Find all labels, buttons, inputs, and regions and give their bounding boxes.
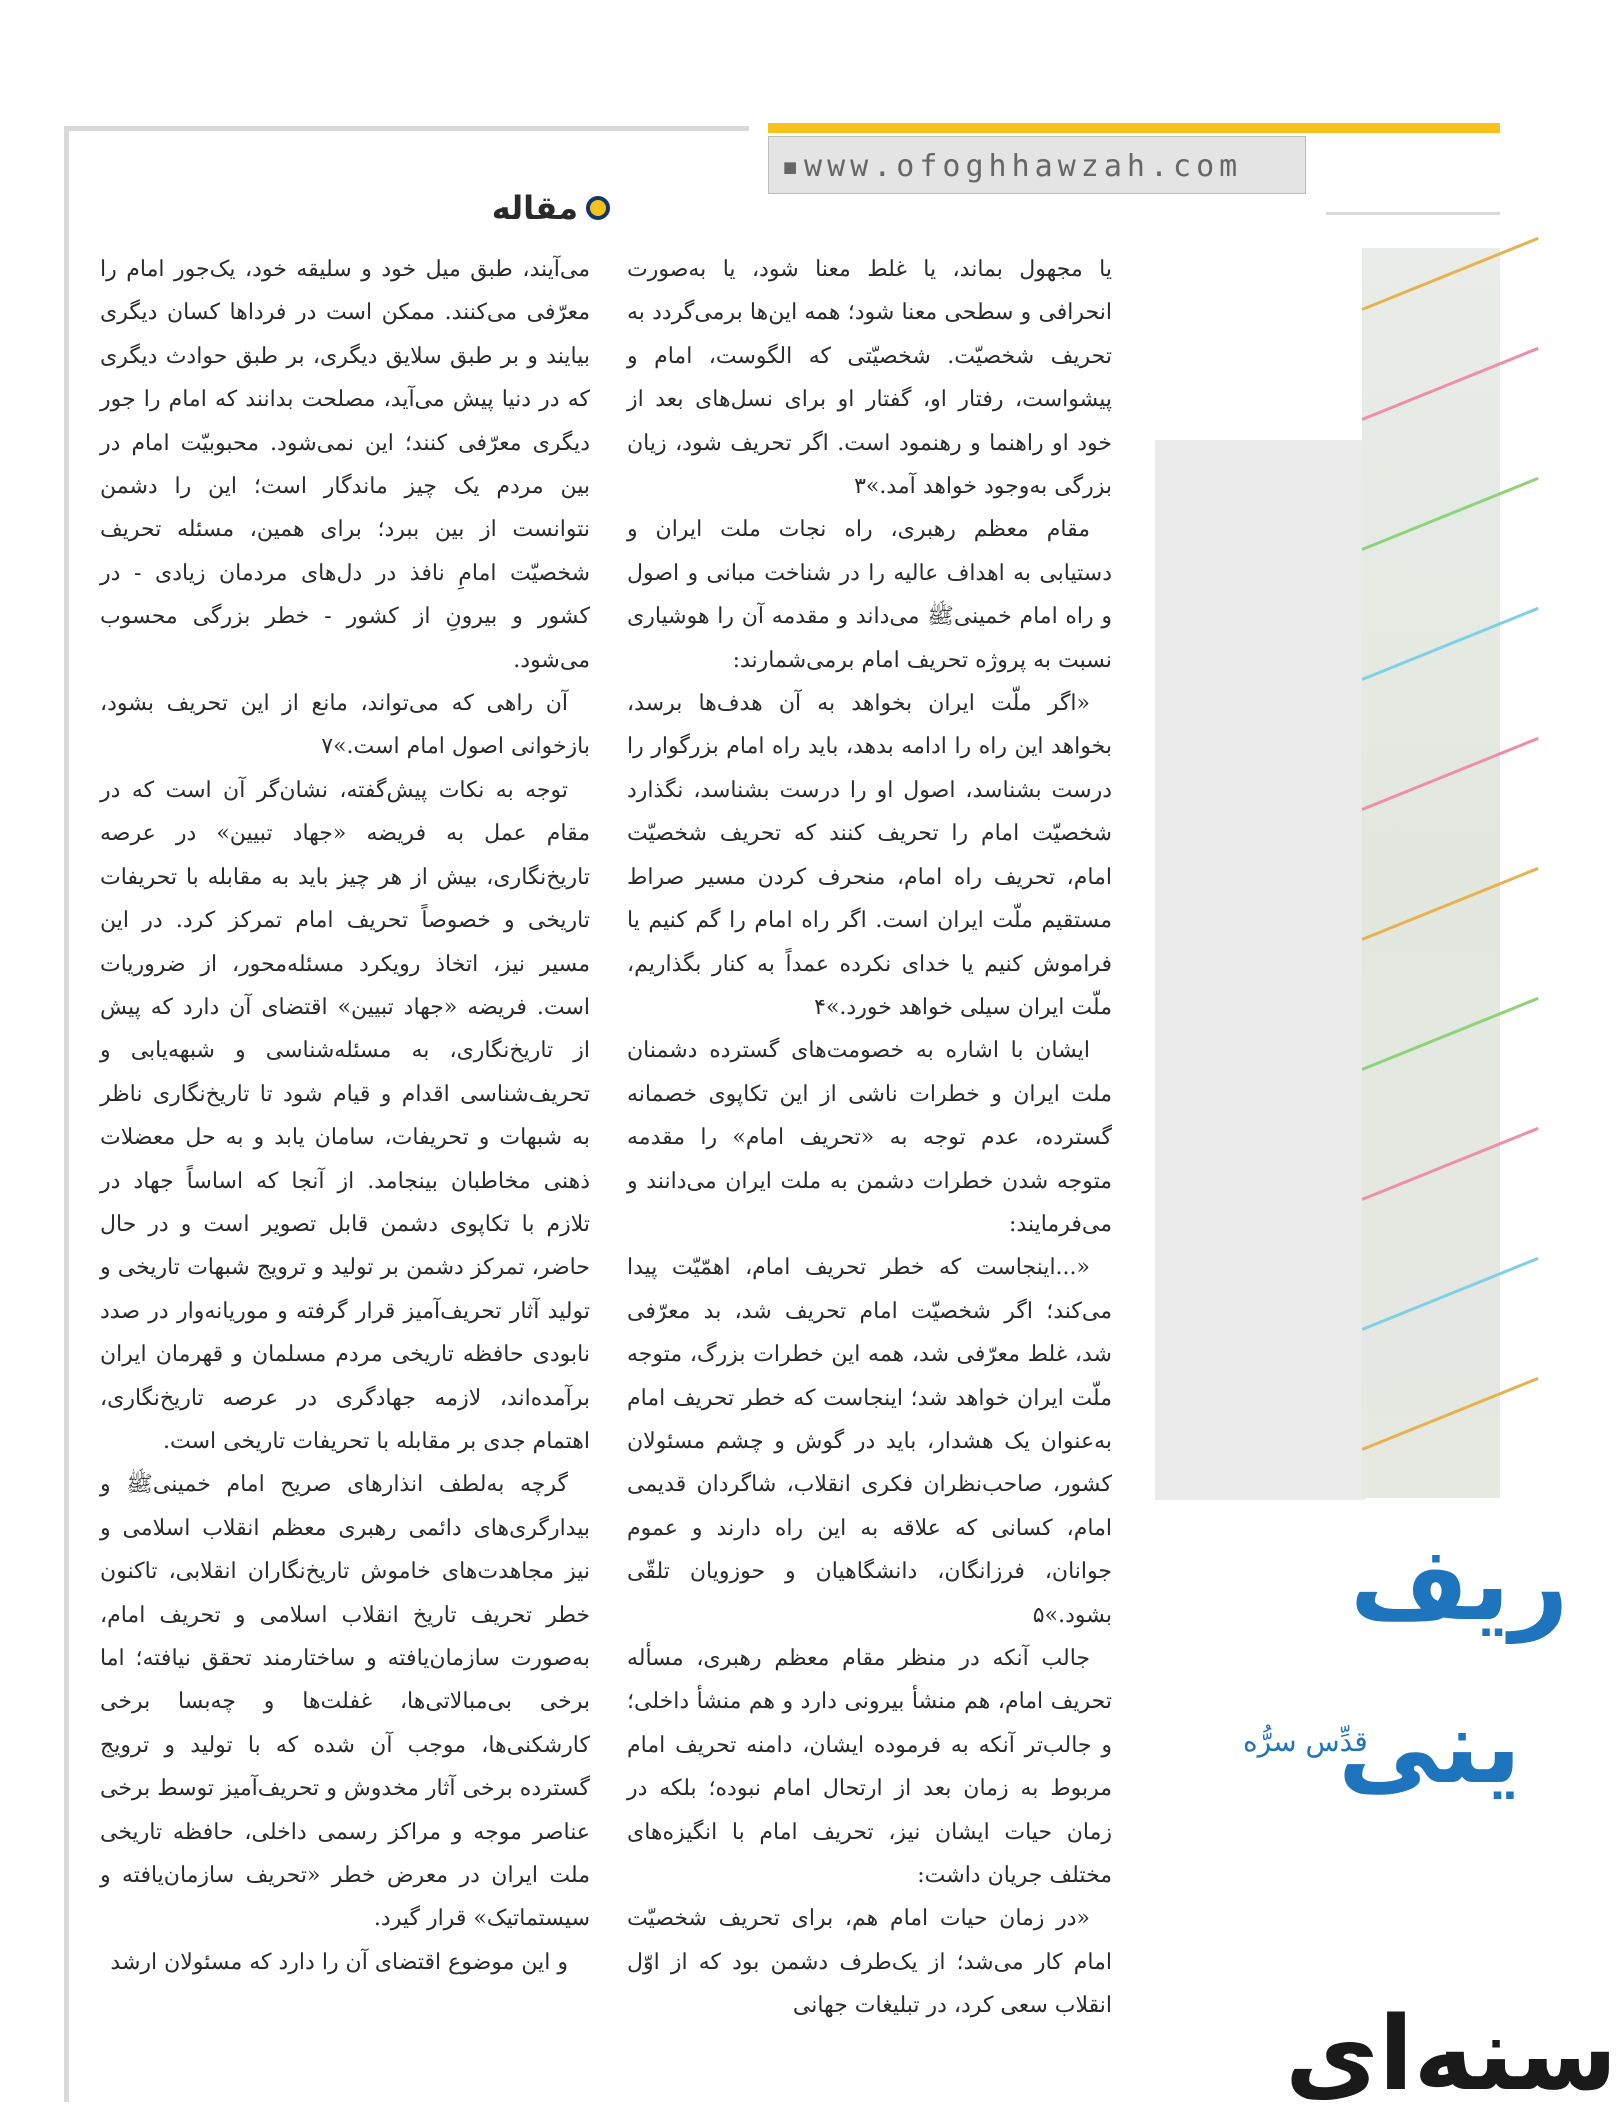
section-label: مقاله xyxy=(491,189,578,227)
ruled-line xyxy=(1361,737,1538,811)
paragraph: مقام معظم رهبری، راه نجات ملت ایران و دستیابی به اهداف عالیه را در شناخت مبانی و اصول و راه امام خمینی‌ﷺ می‌داند و مقدمه آن را هوشیاری نسبت به پروژه تحریف امام برمی‌شمارند: xyxy=(627,517,1112,673)
header-accent-bar xyxy=(768,123,1500,133)
paragraph: «در زمان حیات امام هم، برای تحریف شخصیّت امام کار می‌شد؛ از یک‌طرف دشمن بود که از اوّل انقلاب سعی کرد، در تبلیغات جهانی xyxy=(627,1906,1112,2019)
section-heading xyxy=(470,186,610,230)
paragraph: «...اینجاست که خطر تحریف امام، اهمّیّت پیدا می‌کند؛ اگر شخصیّت امام تحریف شد، بد معرّفی شد، غلط معرّفی شد، همه این خطرات بزرگ، متوجه ملّت ایران خواهد شد؛ اینجاست که خطر تحریف امام به‌عنوان یک هشدار، باید در گوش و چشم مسئولان کشور، صاحب‌نظران فکری انقلاب، شاگردان قدیمی امام، کسانی که علاقه به این راه دارند و عموم جوانان، فرزانگان، دانشگاهیان و حوزویان تلقّی بشود.»۵ xyxy=(627,1255,1112,1628)
cover-title-line-3: سنه‌ای xyxy=(1285,1995,1617,2114)
cover-gray-panel xyxy=(1155,440,1365,1500)
ruled-line xyxy=(1361,867,1538,941)
cover-title-line-2: ینی xyxy=(1338,1688,1522,1807)
ruled-line xyxy=(1361,1127,1538,1201)
paragraph: گرچه به‌لطف انذارهای صریح امام خمینی‌ﷺ و بیدارگری‌های دائمی رهبری معظم انقلاب اسلامی و نیز مجاهدت‌های خاموش تاریخ‌نگاران انقلابی، تاکنون خطر تحریف تاریخ انقلاب اسلامی و تحریف امام، به‌صورت سازمان‌یافته و ساختارمند تحقق نیافته؛ اما برخی بی‌مبالاتی‌ها، غفلت‌ها و چه‌بسا برخی کارشکنی‌ها، موجب آن شده که با تولید و ترویج گسترده برخی آثار مخدوش و تحریف‌آمیز توسط برخی عناصر موجه و مراکز رسمی داخلی، حافظه تاریخی ملت ایران در معرض خطر «تحریف سازمان‌یافته و سیستماتیک» قرار گیرد. xyxy=(100,1472,590,1932)
paragraph: جالب آنکه در منظر مقام معظم رهبری، مسأله تحریف امام، هم منشأ بیرونی دارد و هم منشأ داخلی؛ و جالب‌تر آنکه به فرموده ایشان، دامنه تحریف امام مربوط به زمان بعد از ارتحال امام نبوده؛ بلکه در زمان حیات ایشان نیز، تحریف امام با انگیزه‌های مختلف جریان داشت: xyxy=(627,1646,1112,1889)
ruled-line xyxy=(1361,607,1538,681)
ruled-line xyxy=(1361,1377,1538,1451)
paragraph: و این موضوع اقتضای آن را دارد که مسئولان ارشد xyxy=(110,1949,568,1975)
paragraph: آن راهی که می‌تواند، مانع از این تحریف بشود، بازخوانی اصول امام است.»۷ xyxy=(100,691,590,760)
article-column-left xyxy=(100,248,590,2097)
paragraph: ایشان با اشاره به خصومت‌های گسترده دشمنان ملت ایران و خطرات ناشی از این تکاپوی خصمانه گسترده، عدم توجه به «تحریف امام» را مقدمه متوجه شدن خطرات دشمن به ملت ایران می‌دانند و می‌فرمایند: xyxy=(627,1038,1112,1237)
ruled-line xyxy=(1361,347,1538,421)
url-banner xyxy=(768,136,1306,194)
cover-title-line-1: ریف xyxy=(1350,1525,1569,1644)
cover-photo-handwritten-notes xyxy=(1362,248,1500,1498)
ruled-line xyxy=(1361,477,1538,551)
paragraph: «اگر ملّت ایران بخواهد به آن هدف‌ها برسد، بخواهد این راه را ادامه بدهد، باید راه امام بزرگوار را درست بشناسد، اصول او را درست بشناسد، نگذارد شخصیّت امام را تحریف کنند که تحریف شخصیّت امام، تحریف راه امام، منحرف کردن مسیر صراط مستقیم ملّت ایران است. اگر راه امام را گم کنیم یا فراموش کنیم یا خدای نکرده عمداً به کنار بگذاریم، ملّت ایران سیلی خواهد خورد.»۴ xyxy=(627,691,1112,1020)
ruled-line xyxy=(1361,237,1538,311)
paragraph: یا مجهول بماند، یا غلط معنا شود، یا به‌صورت انحرافی و سطحی معنا شود؛ همه این‌ها برمی‌گردد به تحریف شخصیّت. شخصیّتی که الگوست، امام و پیشواست، رفتار او، گفتار او برای نسل‌های بعد از خود او راهنما و رهنمود است. اگر تحریف شود، زیان بزرگی به‌وجود خواهد آمد.»۳ xyxy=(627,257,1112,500)
ruled-line xyxy=(1361,1257,1538,1331)
header-divider xyxy=(1326,212,1500,215)
ruled-line xyxy=(1361,997,1538,1071)
article-column-right xyxy=(627,248,1112,2097)
honorific-mark: قدِّس سرُّه xyxy=(1243,1725,1368,1758)
paragraph: توجه به نکات پیش‌گفته، نشان‌گر آن است که در مقام عمل به فریضه «جهاد تبیین» در عرصه تاریخ‌نگاری، بیش از هر چیز باید به مقابله با تحریفات تاریخی و خصوصاً تحریف امام تمرکز کرد. در این مسیر نیز، اتخاذ رویکرد مسئله‌محور، از ضروریات است. فریضه «جهاد تبیین» اقتضای آن دارد که پیش از تاریخ‌نگاری، به مسئله‌شناسی و شبهه‌یابی و تحریف‌شناسی اقدام و قیام شود تا تاریخ‌نگاری ناظر به شبهات و تحریفات، سامان یابد و به حل معضلات ذهنی مخاطبان بینجامد. از آنجا که اساساً جهاد در تلازم با تکاپوی دشمن قابل تصویر است و در حال حاضر، تمرکز دشمن بر تولید و ترویج شبهات تاریخی و تولید آثار تحریف‌آمیز قرار گرفته و موریانه‌وار در صدد نابودی حافظه تاریخی مردم مسلمان و قهرمان ایران برآمده‌اند، لازمه جهادگری در عرصه تاریخ‌نگاری، اهتمام جدی بر مقابله با تحریفات تاریخی است. xyxy=(100,777,590,1454)
bullet-circle-icon xyxy=(586,196,610,220)
paragraph: می‌آیند، طبق میل خود و سلیقه خود، یک‌جور امام را معرّفی می‌کنند. ممکن است در فرداها کسان دیگری بیایند و بر طبق سلایق دیگری، بر طبق حوادث دیگری که در دنیا پیش می‌آید، مصلحت بدانند که امام را جور دیگری معرّفی کنند؛ این نمی‌شود. محبوبیّت امام در بین مردم یک چیز ماندگار است؛ این را دشمن نتوانست از بین ببرد؛ برای همین، مسئله تحریف شخصیّت امامِ نافذ در دل‌های مردمان زیادی - در کشور و بیرونِ از کشور - خطر بزرگی محسوب می‌شود. xyxy=(100,257,590,673)
website-url[interactable]: ▪www.ofoghhawzah.com xyxy=(781,149,1243,184)
